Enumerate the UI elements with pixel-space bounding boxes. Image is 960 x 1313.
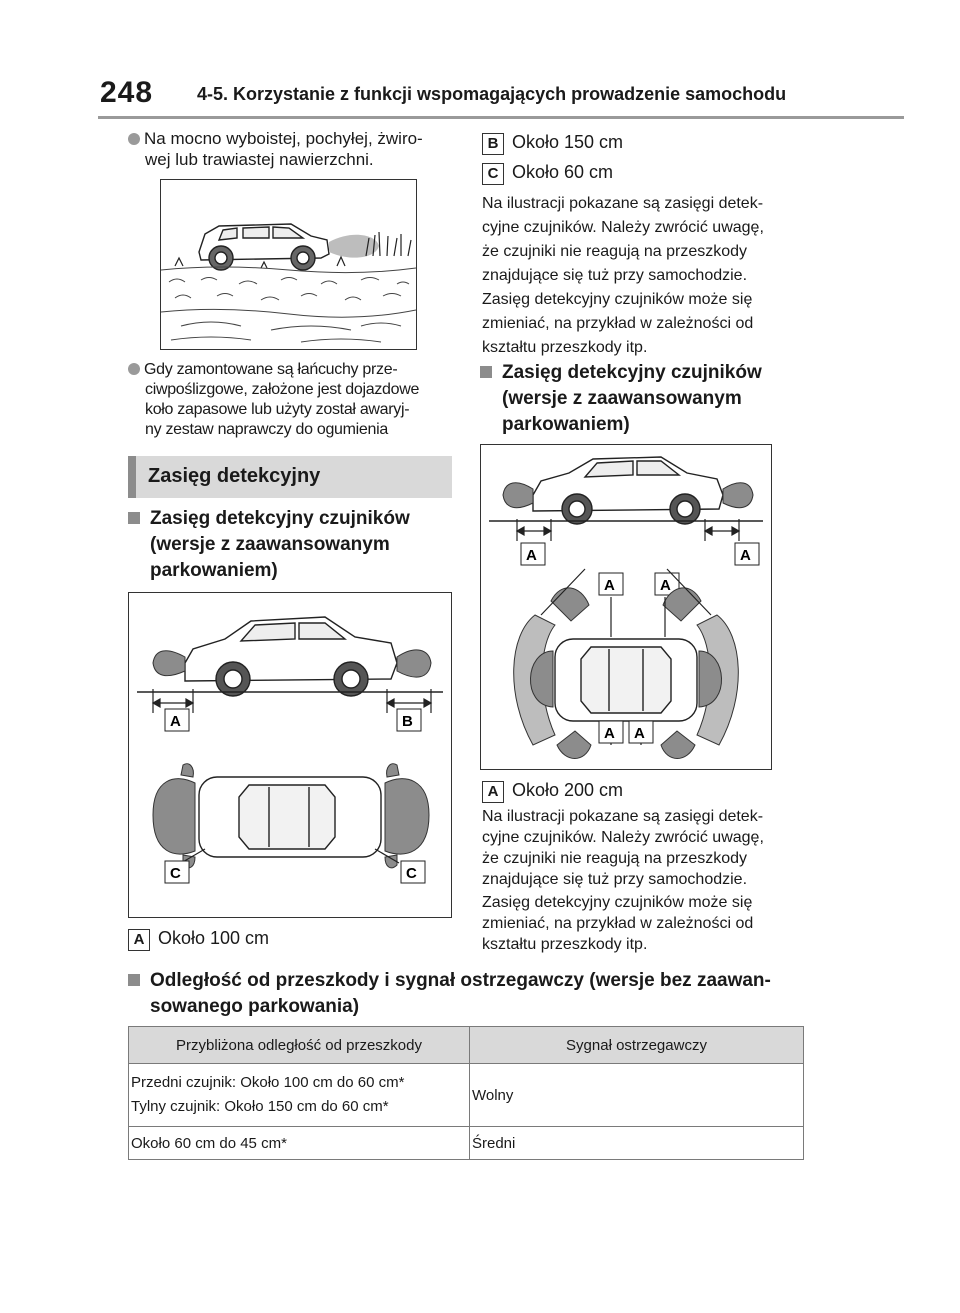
table-header-row — [129, 1027, 804, 1064]
key-c — [482, 162, 613, 185]
para-line: kształtu przeszkody itp. — [482, 936, 648, 953]
table-row — [129, 1127, 804, 1160]
para-line: Na ilustracji pokazane są zasięgi detek- — [482, 195, 764, 212]
para-line: Na ilustracji pokazane są zasięgi detek- — [482, 808, 764, 825]
fig-label-a: A — [526, 547, 537, 564]
key-text: Około 100 cm — [158, 928, 270, 948]
para-line: znajdujące się tuż przy samochodzie. — [482, 267, 748, 284]
bullet-dot — [128, 363, 140, 375]
key-text: Około 200 cm — [512, 780, 624, 800]
fig-label-a: A — [170, 713, 181, 730]
para-line: cyjne czujników. Należy zwrócić uwagę, — [482, 829, 764, 846]
subheading-3 — [128, 968, 828, 1020]
subheading-text: Odległość od przeszkody i sygnał ostrzegawczy (wersje bez zaawan- — [150, 970, 771, 991]
header-rule — [98, 116, 904, 119]
paragraph-4 — [482, 892, 812, 955]
bullet-text: koło zapasowe lub użyty został awaryj- — [145, 401, 410, 418]
para-line: Zasięg detekcyjny czujników może się — [482, 291, 753, 308]
paragraph-2 — [482, 288, 812, 360]
subheading-text: parkowaniem) — [150, 560, 278, 581]
para-line: zmieniać, na przykład w zależności od — [482, 315, 754, 332]
table-cell: Średni — [470, 1127, 804, 1160]
bullet-text: ny zestaw naprawczy do ogumienia — [145, 421, 388, 438]
fig-label-b: B — [402, 713, 413, 730]
bullet-text: ciwpoślizgowe, założone jest dojazdowe — [145, 381, 420, 398]
key-a2 — [482, 780, 623, 803]
key-a — [128, 928, 269, 951]
bullet-dot — [128, 133, 140, 145]
figure-rough-road — [160, 179, 417, 350]
cell-line: Tylny czujnik: Około 150 cm do 60 cm* — [131, 1098, 389, 1115]
subheading-text: (wersje z zaawansowanym — [150, 534, 390, 555]
para-line: Zasięg detekcyjny czujników może się — [482, 894, 753, 911]
square-bullet-icon — [128, 974, 140, 986]
subheading-text: Zasięg detekcyjny czujników — [150, 508, 410, 529]
subheading-text: parkowaniem) — [502, 414, 630, 435]
table-header: Przybliżona odległość od przeszkody — [129, 1027, 470, 1064]
table-row — [129, 1064, 804, 1127]
key-letter: C — [482, 163, 504, 185]
page-number: 248 — [100, 76, 154, 109]
bullet-text: Na mocno wyboistej, pochyłej, żwiro- — [144, 129, 423, 148]
square-bullet-icon — [480, 366, 492, 378]
subheading-2 — [480, 360, 810, 438]
table-cell: Około 60 cm do 45 cm* — [129, 1127, 470, 1160]
subheading-text: sowanego parkowania) — [150, 996, 360, 1017]
para-line: cyjne czujników. Należy zwrócić uwagę, — [482, 219, 764, 236]
para-line: że czujniki nie reagują na przeszkody — [482, 243, 748, 260]
subheading-text: (wersje z zaawansowanym — [502, 388, 742, 409]
fig-label-c: C — [406, 865, 417, 882]
table-cell: Wolny — [470, 1064, 804, 1127]
key-text: Około 60 cm — [512, 162, 614, 182]
key-text: Około 150 cm — [512, 132, 624, 152]
paragraph-1 — [482, 192, 812, 288]
bullet-list-1 — [128, 128, 458, 170]
key-letter: B — [482, 133, 504, 155]
fig-label-a: A — [740, 547, 751, 564]
bullet-list-2 — [128, 360, 458, 440]
bullet-text: Gdy zamontowane są łańcuchy prze- — [144, 361, 398, 378]
cell-line: Przedni czujnik: Około 100 cm do 60 cm* — [131, 1074, 405, 1091]
fig-label-a: A — [604, 577, 615, 594]
fig-label-a: A — [604, 725, 615, 742]
para-line: znajdujące się tuż przy samochodzie. — [482, 871, 748, 888]
section-title: 4-5. Korzystanie z funkcji wspomagających prowadzenie samochodu — [197, 84, 787, 104]
figure-sensor-range-2 — [480, 444, 772, 770]
square-bullet-icon — [128, 512, 140, 524]
table-cell — [129, 1064, 470, 1127]
key-letter: A — [128, 929, 150, 951]
table-header: Sygnał ostrzegawczy — [470, 1027, 804, 1064]
subheading-text: Zasięg detekcyjny czujników — [502, 362, 762, 383]
para-line: kształtu przeszkody itp. — [482, 339, 648, 356]
heading-detection-range — [128, 456, 452, 498]
fig-label-a: A — [660, 577, 671, 594]
figure-sensor-range-1 — [128, 592, 452, 918]
para-line: że czujniki nie reagują na przeszkody — [482, 850, 748, 867]
bullet-text: wej lub trawiastej nawierzchni. — [145, 150, 374, 169]
fig-label-c: C — [170, 865, 181, 882]
heading-text: Zasięg detekcyjny — [148, 465, 321, 487]
fig-label-a: A — [634, 725, 645, 742]
paragraph-3 — [482, 806, 812, 890]
para-line: zmieniać, na przykład w zależności od — [482, 915, 754, 932]
subheading-1 — [128, 506, 458, 584]
key-b — [482, 132, 623, 155]
distance-table — [128, 1026, 804, 1160]
key-letter: A — [482, 781, 504, 803]
